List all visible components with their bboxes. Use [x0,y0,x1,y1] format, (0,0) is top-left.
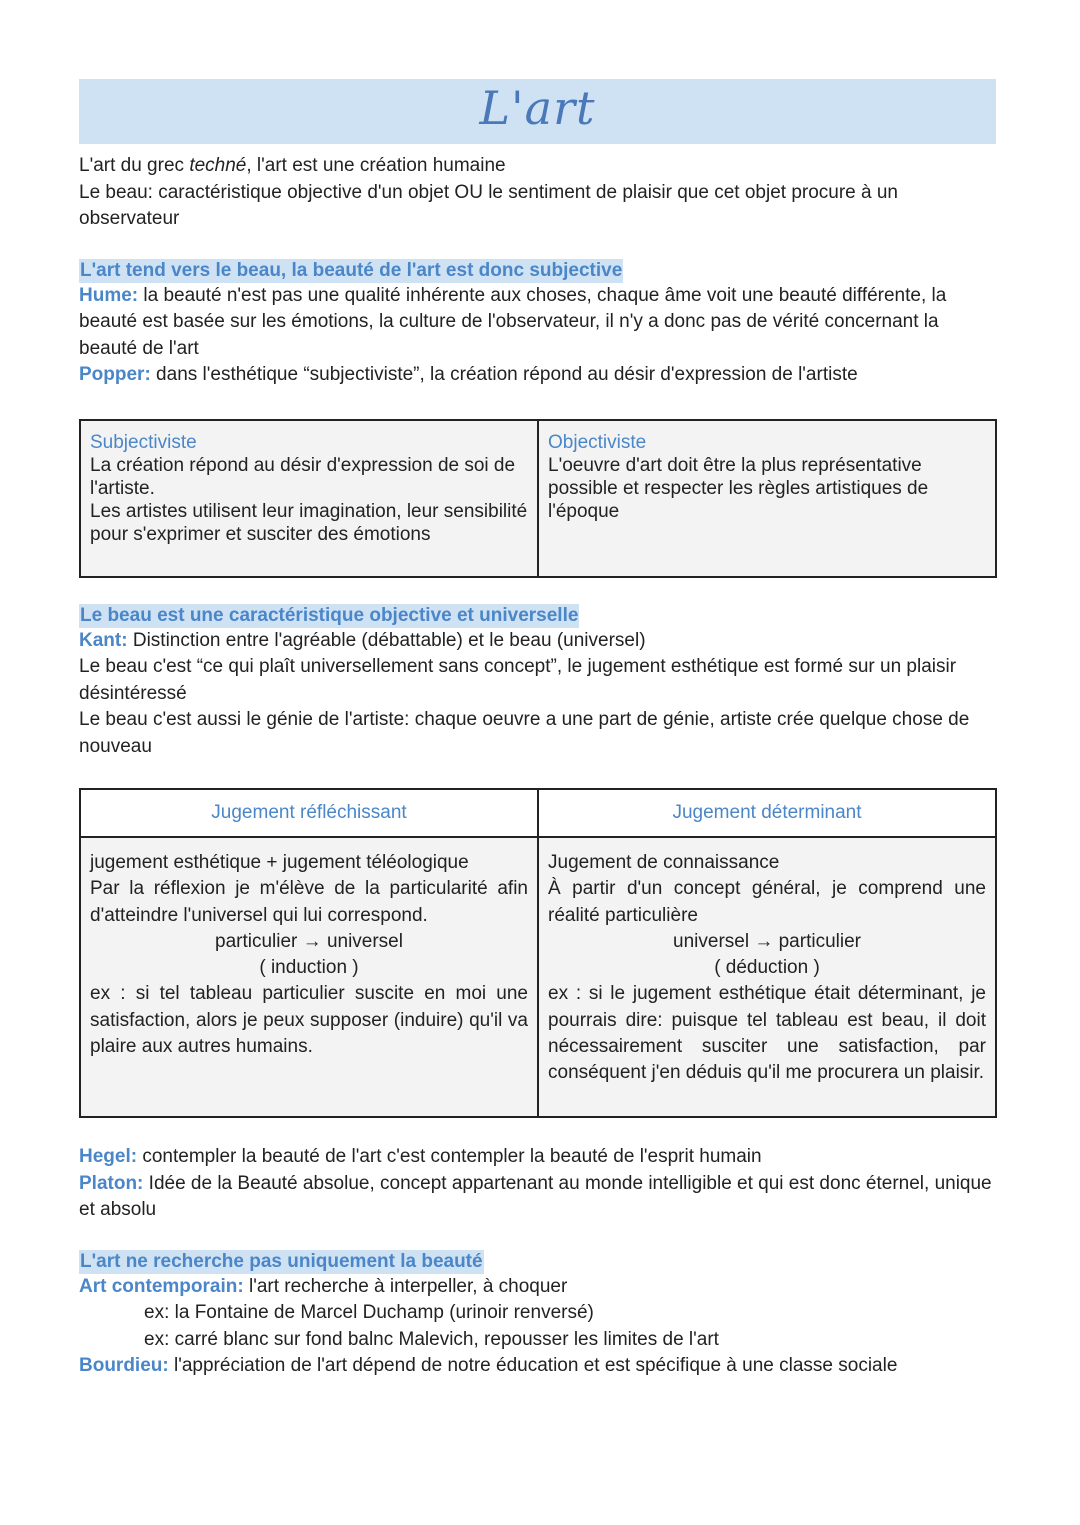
section-title: Le beau est une caractéristique objective et universelle [80,604,579,626]
cell-heading: Subjectiviste [90,431,197,453]
author-name: Art contemporain: [79,1275,244,1297]
cell-heading: Objectiviste [548,431,647,453]
example-line: ex: la Fontaine de Marcel Duchamp (urinoir renversé) [144,1302,594,1323]
document-page [79,79,996,1380]
kant-paragraph: Kant: Distinction entre l'agréable (débattable) et le beau (universel) [79,629,646,651]
intro [79,153,996,233]
paragraph: Le beau c'est “ce qui plaît universellement sans concept”, le jugement esthétique est formé sur un plaisir désintéressé [79,656,957,704]
section-philosophers [79,1144,996,1224]
platon-paragraph: Platon: Idée de la Beauté absolue, concept appartenant au monde intelligible et qui est donc éternel, unique et absolu [79,1172,992,1220]
author-name: Popper: [79,364,151,385]
section-beyond-beauty [79,1250,996,1380]
author-name: Kant: [79,629,128,651]
title-banner [79,79,996,144]
page-title: L'art [479,81,596,135]
author-name: Bourdieu: [79,1355,169,1376]
hegel-paragraph: Hegel: contempler la beauté de l'art c'est contempler la beauté de l'esprit humain [79,1146,762,1167]
comparison-table [79,419,997,578]
determinant-cell: Jugement de connaissance À partir d'un concept général, je comprend une réalité particulière universel → particulier ( déduction ) ex : si le jugement esthétique était déterminant, je pourrais dire: puisque tel tableau est beau, il doit nécessairement susciter une satisfaction, par conséquent j'en déduis qu'il me procurera un plaisir. [538,837,996,1117]
contemporain-paragraph: Art contemporain: l'art recherche à interpeller, à choquer [79,1275,568,1297]
hume-paragraph: Hume: la beauté n'est pas une qualité inhérente aux choses, chaque âme voit une beauté différente, la beauté est basée sur les émotions, la culture de l'observateur, il n'y a donc pas de vérité concernant la beauté de l'art [79,284,947,359]
subjectiviste-cell: Subjectiviste La création répond au désir d'expression de soi de l'artiste. Les artistes utilisent leur imagination, leur sensibilité pour s'exprimer et susciter des émotions [80,420,538,577]
author-name: Platon: [79,1172,144,1194]
judgment-table [79,788,997,1118]
example-line: ex: carré blanc sur fond balnc Malevich, repousser les limites de l'art [144,1328,719,1350]
section-title: L'art tend vers le beau, la beauté de l'art est donc subjective [80,259,623,281]
section-subjective [79,259,996,389]
reflechissant-cell: jugement esthétique + jugement téléologique Par la réflexion je m'élève de la particularité afin d'atteindre l'universel qui lui correspond. particulier → universel ( induction ) ex : si tel tableau particulier suscite en moi une satisfaction, alors je peux supposer (induire) qu'il va plaire aux autres humains. [80,837,538,1117]
column-header: Jugement réfléchissant [80,789,538,837]
bourdieu-paragraph: Bourdieu: l'appréciation de l'art dépend de notre éducation et est spécifique à une classe sociale [79,1355,898,1376]
author-name: Hume: [79,284,139,306]
paragraph: Le beau c'est aussi le génie de l'artiste: chaque oeuvre a une part de génie, artiste crée quelque chose de nouveau [79,709,970,757]
section-title: L'art ne recherche pas uniquement la beauté [80,1250,483,1272]
author-name: Hegel: [79,1146,138,1167]
column-header: Jugement déterminant [538,789,996,837]
popper-paragraph: Popper: dans l'esthétique “subjectiviste”, la création répond au désir d'expression de l'artiste [79,364,858,385]
section-objective [79,604,996,761]
objectiviste-cell: Objectiviste L'oeuvre d'art doit être la plus représentative possible et respecter les règles artistiques de l'époque [538,420,996,577]
intro-line-1: L'art du grec techné, l'art est une création humaine [79,155,506,176]
intro-line-2: Le beau: caractéristique objective d'un objet OU le sentiment de plaisir que cet objet procure à un observateur [79,181,899,229]
